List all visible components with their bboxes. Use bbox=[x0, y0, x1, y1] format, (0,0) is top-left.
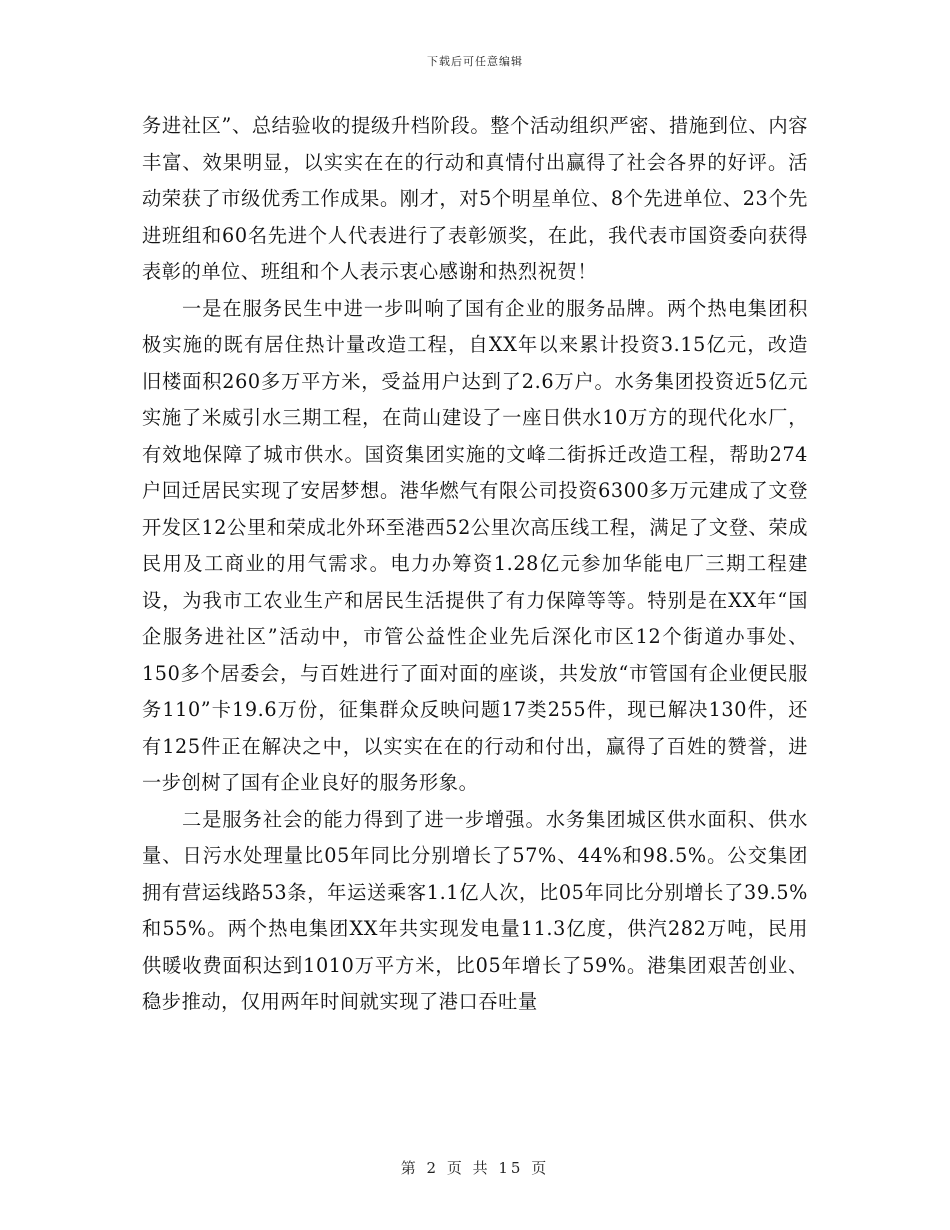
paragraph-service-brand: 一是在服务民生中进一步叫响了国有企业的服务品牌。两个热电集团积极实施的既有居住热计量改造工程，自XX年以来累计投资3.15亿元，改造旧楼面积260多万平方米，受益用户达到了2.6万户。水务集团投资近5亿元实施了米威引水三期工程，在苘山建设了一座日供水10万方的现代化水厂，有效地保障了城市供水。国资集团实施的文峰二街拆迁改造工程，帮助274户回迁居民实现了安居梦想。港华燃气有限公司投资6300多万元建成了文登开发区12公里和荣成北外环至港西52公里次高压线工程，满足了文登、荣成民用及工商业的用气需求。电力办筹资1.28亿元参加华能电厂三期工程建设，为我市工农业生产和居民生活提供了有力保障等等。特别是在XX年“国企服务进社区”活动中，市管公益性企业先后深化市区12个街道办事处、150多个居委会，与百姓进行了面对面的座谈，共发放“市管国有企业便民服务110”卡19.6万份，征集群众反映问题17类255件，现已解决130件，还有125件正在解决之中，以实实在在的行动和付出，赢得了百姓的赞誉，进一步创树了国有企业良好的服务形象。 bbox=[142, 296, 808, 794]
document-body bbox=[142, 108, 808, 1021]
page-number-footer: 第 2 页 共 15 页 bbox=[400, 1159, 550, 1177]
paragraph-continuation: 务进社区”、总结验收的提级升档阶段。整个活动组织严密、措施到位、内容丰富、效果明显，以实实在在的行动和真情付出赢得了社会各界的好评。活动荣获了市级优秀工作成果。刚才，对5个明星单位、8个先进单位、23个先进班组和60名先进个人代表进行了表彰颁奖，在此，我代表市国资委向获得表彰的单位、班组和个人表示衷心感谢和热烈祝贺！ bbox=[142, 114, 808, 283]
page-header-note: 下载后可任意编辑 bbox=[427, 55, 523, 68]
paragraph-service-capacity: 二是服务社会的能力得到了进一步增强。水务集团城区供水面积、供水量、日污水处理量比05年同比分别增长了57%、44%和98.5%。公交集团拥有营运线路53条，年运送乘客1.1亿人次，比05年同比分别增长了39.5%和55%。两个热电集团XX年共实现发电量11.3亿度，供汽282万吨，民用供暖收费面积达到1010万平方米，比05年增长了59%。港集团艰苦创业、稳步推动，仅用两年时间就实现了港口吞吐量 bbox=[142, 807, 808, 1013]
